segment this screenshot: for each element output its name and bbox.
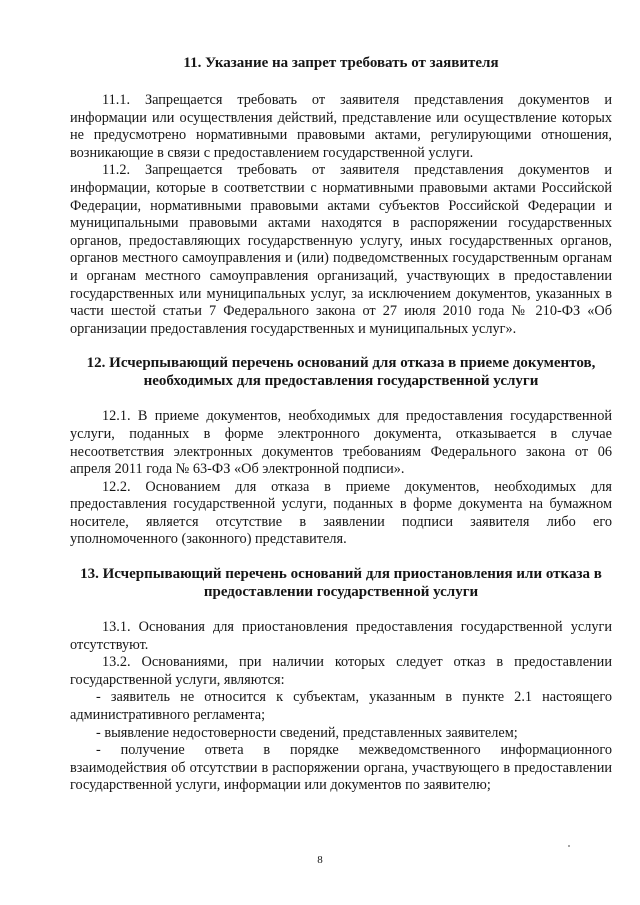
paragraph-11-1: 11.1. Запрещается требовать от заявителя представления документов и информации или осуществления действий, представление или осуществление которых не предусмотрено нормативными правовыми актами, регулирующими отношения, возникающие в связи с предоставлением государственной услуги.: [70, 92, 612, 161]
section-13: [70, 565, 612, 795]
section-11: [70, 54, 612, 338]
list-item: - выявление недостоверности сведений, представленных заявителем;: [96, 724, 518, 741]
paragraph-11-2: 11.2. Запрещается требовать от заявителя представления документов и информации, которые в соответствии с нормативными правовыми актами Российской Федерации, нормативными правовыми актами субъектов Российской Федерации и муниципальными правовыми актами находятся в распоряжении государственных органов, предоставляющих государственную услугу, иных государственных органов, органов местного самоуправления и (или) подведомственных государственным органам и органам местного самоуправления организаций, участвующих в предоставлении государственных или муниципальных услуг, за исключением документов, указанных в части шестой статьи 7 Федерального закона от 27 июля 2010 года № 210-ФЗ «Об организации предоставления государственных и муниципальных услуг».: [70, 162, 612, 337]
list-item: - заявитель не относится к субъектам, указанным в пункте 2.1 настоящего административного регламента;: [70, 689, 612, 724]
paragraph-12-1: 12.1. В приеме документов, необходимых для предоставления государственной услуги, поданных в форме электронного документа, отказывается в случае несоответствия электронных документов требованиям Федерального закона от 06 апреля 2011 года № 63-ФЗ «Об электронной подписи».: [70, 408, 612, 478]
scan-speck: [568, 845, 570, 847]
paragraph-12-2: 12.2. Основанием для отказа в приеме документов, необходимых для предоставления государственной услуги, поданных в форме документа на бумажном носителе, является отсутствие в заявлении подписи заявителя либо его уполномоченного (законного) представителя.: [70, 478, 612, 548]
paragraph-13-2: 13.2. Основаниями, при наличии которых следует отказ в предоставлении государственной услуги, являются:: [70, 654, 612, 688]
section-heading: 11. Указание на запрет требовать от заявителя: [183, 55, 499, 71]
section-heading: 13. Исчерпывающий перечень оснований для приостановления или отказа в предоставлении государственной услуги: [80, 566, 602, 601]
document-page: [70, 54, 612, 795]
section-heading: 12. Исчерпывающий перечень оснований для отказа в приеме документов, необходимых для предоставления государственной услуги: [86, 355, 596, 390]
paragraph-13-1: 13.1. Основания для приостановления предоставления государственной услуги отсутствуют.: [70, 619, 612, 653]
page-number: 8: [317, 854, 323, 866]
section-12: [70, 354, 612, 549]
list-item: - получение ответа в порядке межведомственного информационного взаимодействия об отсутствии в распоряжении органа, участвующего в предоставлении государственной услуги, информации или документов по заявителю;: [70, 742, 612, 794]
